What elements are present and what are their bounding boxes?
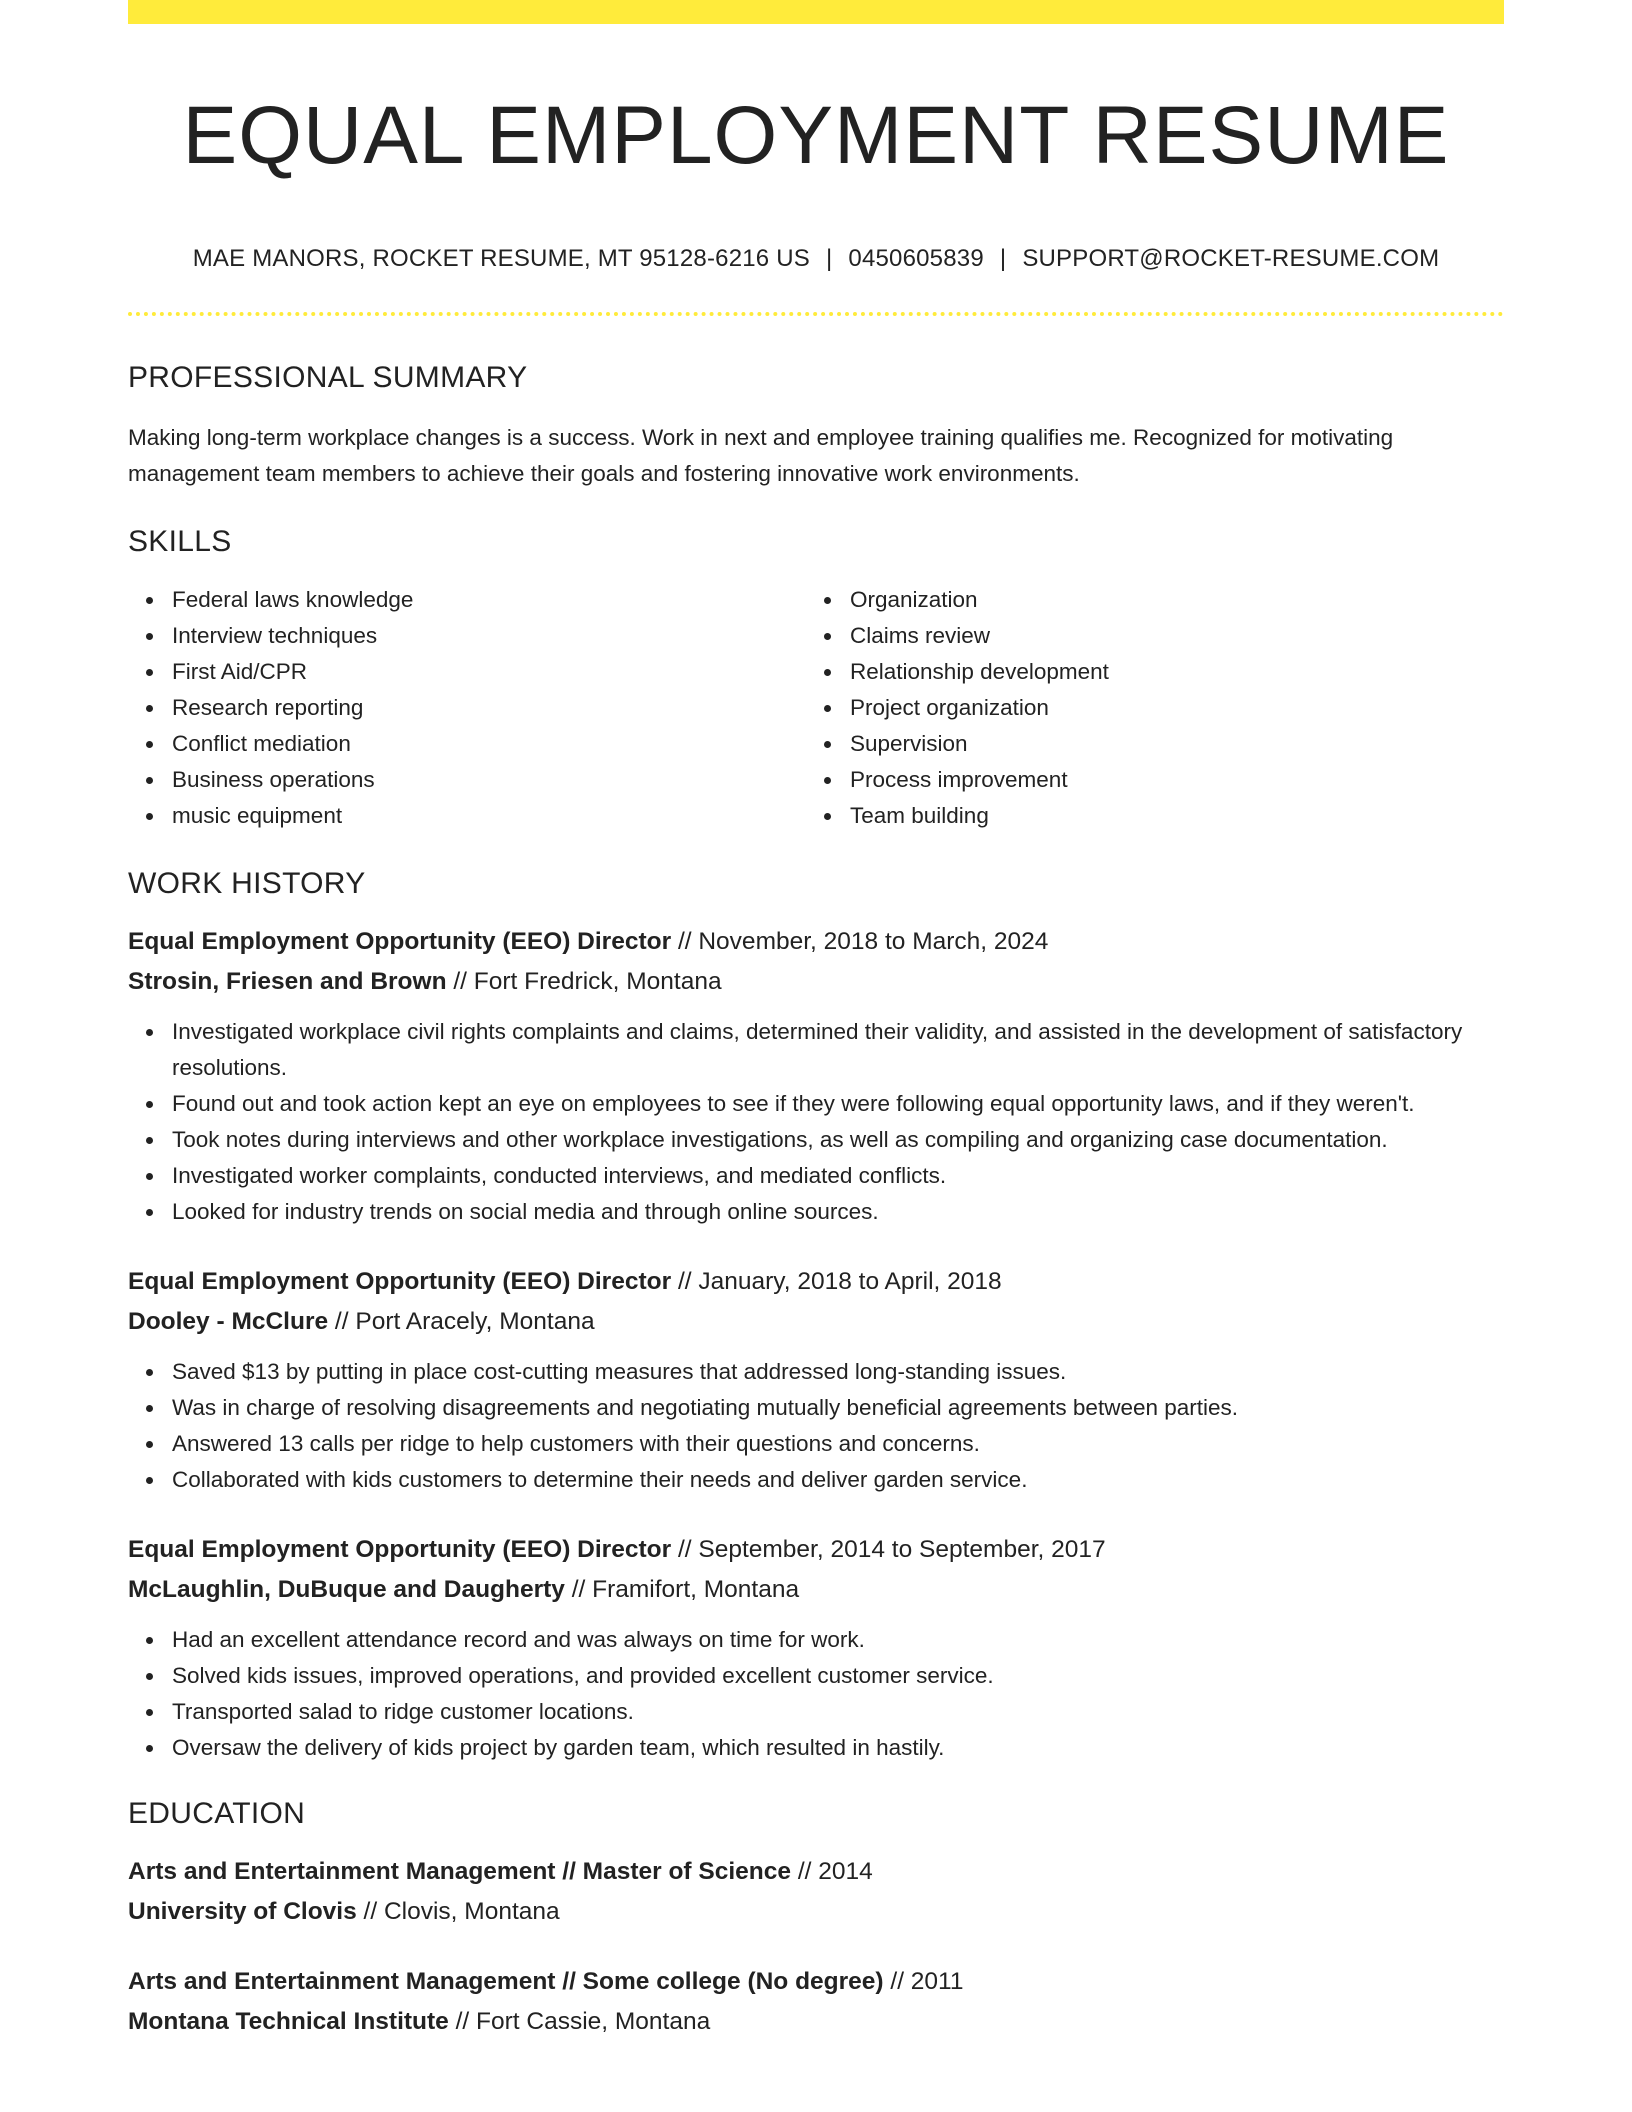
education-year: // 2014: [791, 1858, 873, 1885]
education-location: // Fort Cassie, Montana: [448, 2008, 711, 2035]
skill-item: Organization: [806, 582, 1484, 618]
contact-phone: 0450605839: [848, 245, 984, 272]
job-bullet: Oversaw the delivery of kids project by garden team, which resulted in hastily.: [128, 1730, 1504, 1766]
skill-item: First Aid/CPR: [128, 654, 806, 690]
job-bullet: Solved kids issues, improved operations, and provided excellent customer service.: [128, 1658, 1504, 1694]
skill-item: Interview techniques: [128, 618, 806, 654]
education-school: Montana Technical Institute: [128, 2008, 449, 2035]
skill-item: Relationship development: [806, 654, 1484, 690]
job-role-line: [128, 1262, 1504, 1302]
job-bullet: Looked for industry trends on social media and through online sources.: [128, 1194, 1504, 1230]
skill-item: Conflict mediation: [128, 726, 806, 762]
contact-separator: |: [999, 245, 1007, 272]
education-heading: EDUCATION: [128, 1797, 306, 1830]
job-bullets: [128, 1622, 1504, 1766]
job-bullet: Investigated worker complaints, conducted interviews, and mediated conflicts.: [128, 1158, 1504, 1194]
contact-email: SUPPORT@ROCKET-RESUME.COM: [1022, 245, 1440, 272]
job-role-line: [128, 922, 1504, 962]
skill-item: Project organization: [806, 690, 1484, 726]
job-bullet: Took notes during interviews and other workplace investigations, as well as compiling and organizing case documentation.: [128, 1122, 1504, 1158]
job-location: // Framifort, Montana: [564, 1576, 800, 1603]
contact-address: MAE MANORS, ROCKET RESUME, MT 95128-6216 US: [192, 245, 810, 272]
skill-item: Team building: [806, 798, 1484, 834]
education-year: // 2011: [883, 1968, 964, 1995]
job-dates: // September, 2014 to September, 2017: [671, 1536, 1106, 1563]
skills-left-column: [128, 582, 806, 834]
job-bullet: Investigated workplace civil rights complaints and claims, determined their validity, and assisted in the development of satisfactory resolutions.: [128, 1014, 1504, 1086]
job-company-line: [128, 1302, 1504, 1342]
education-degree: Arts and Entertainment Management // Some college (No degree): [128, 1968, 884, 1995]
job-bullet: Answered 13 calls per ridge to help customers with their questions and concerns.: [128, 1426, 1504, 1462]
job-bullet: Collaborated with kids customers to determine their needs and deliver garden service.: [128, 1462, 1504, 1498]
job-company-line: [128, 1570, 1504, 1610]
job-dates: // January, 2018 to April, 2018: [671, 1268, 1002, 1295]
job-location: // Port Aracely, Montana: [328, 1308, 595, 1335]
job-bullets: [128, 1014, 1504, 1230]
skills-right-column: [806, 582, 1484, 834]
job-role: Equal Employment Opportunity (EEO) Director: [128, 1268, 672, 1295]
job-bullets: [128, 1354, 1504, 1498]
resume-title: EQUAL EMPLOYMENT RESUME: [182, 90, 1450, 181]
education-entry: [128, 1852, 1504, 1932]
skill-item: Claims review: [806, 618, 1484, 654]
job-bullet: Transported salad to ridge customer locations.: [128, 1694, 1504, 1730]
skill-item: Federal laws knowledge: [128, 582, 806, 618]
education-school: University of Clovis: [128, 1898, 357, 1925]
job-entry: [128, 922, 1504, 1230]
job-role: Equal Employment Opportunity (EEO) Director: [128, 1536, 672, 1563]
job-role-line: [128, 1530, 1504, 1570]
skill-item: Process improvement: [806, 762, 1484, 798]
summary-heading: PROFESSIONAL SUMMARY: [128, 361, 528, 394]
top-accent-bar: [128, 0, 1504, 24]
work-history-heading: WORK HISTORY: [128, 867, 366, 900]
job-entry: [128, 1530, 1504, 1766]
job-dates: // November, 2018 to March, 2024: [671, 928, 1049, 955]
education-location: // Clovis, Montana: [356, 1898, 560, 1925]
dotted-divider: [128, 312, 1504, 316]
education-degree-line: [128, 1962, 1504, 2002]
job-company-line: [128, 962, 1504, 1002]
job-company: McLaughlin, DuBuque and Daugherty: [128, 1576, 565, 1603]
skill-item: Supervision: [806, 726, 1484, 762]
job-entry: [128, 1262, 1504, 1498]
contact-separator: |: [825, 245, 833, 272]
job-bullet: Saved $13 by putting in place cost-cutting measures that addressed long-standing issues.: [128, 1354, 1504, 1390]
skills-heading: SKILLS: [128, 525, 232, 558]
education-school-line: [128, 1892, 1504, 1932]
job-company: Dooley - McClure: [128, 1308, 329, 1335]
skill-item: Business operations: [128, 762, 806, 798]
education-degree: Arts and Entertainment Management // Master of Science: [128, 1858, 792, 1885]
job-bullet: Found out and took action kept an eye on employees to see if they were following equal opportunity laws, and if they weren't.: [128, 1086, 1504, 1122]
job-location: // Fort Fredrick, Montana: [446, 968, 722, 995]
contact-line: [128, 244, 1504, 274]
job-bullet: Was in charge of resolving disagreements and negotiating mutually beneficial agreements between parties.: [128, 1390, 1504, 1426]
skill-item: Research reporting: [128, 690, 806, 726]
job-bullet: Had an excellent attendance record and was always on time for work.: [128, 1622, 1504, 1658]
education-degree-line: [128, 1852, 1504, 1892]
skills-columns: [128, 582, 1504, 834]
education-school-line: [128, 2002, 1504, 2042]
skill-item: music equipment: [128, 798, 806, 834]
job-role: Equal Employment Opportunity (EEO) Director: [128, 928, 672, 955]
summary-text: Making long-term workplace changes is a success. Work in next and employee training qualifies me. Recognized for motivating management team members to achieve their goals and fostering innovative work environments.: [128, 425, 1394, 486]
education-entry: [128, 1962, 1504, 2042]
job-company: Strosin, Friesen and Brown: [128, 968, 447, 995]
resume-page: [128, 0, 1504, 2042]
